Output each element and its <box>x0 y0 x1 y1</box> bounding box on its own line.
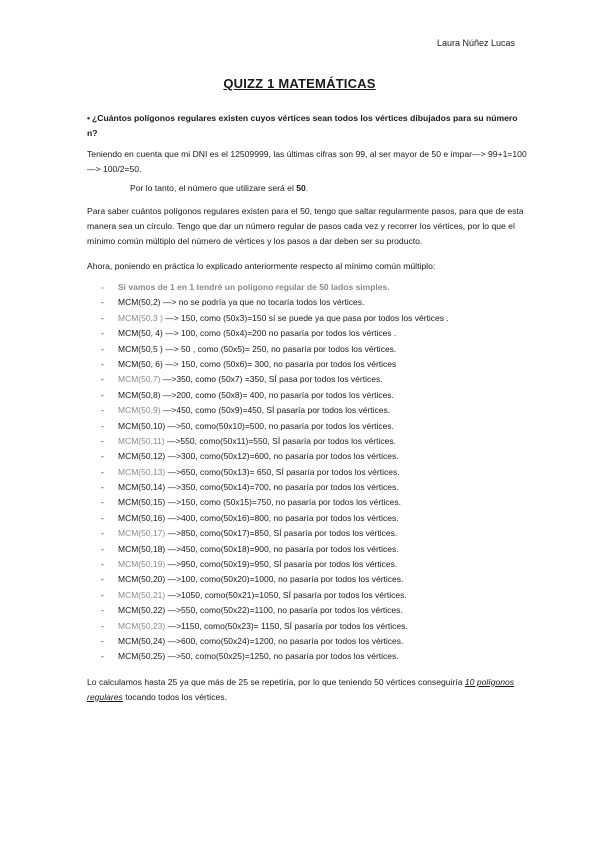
list-item <box>87 403 527 418</box>
list-item-text: —>450, como (50x9)=450, SÍ pasaría por todos los vértices. <box>160 405 391 416</box>
list-item-text: —>550, como(50x11)=550, SÍ pasaría por todos los vértices. <box>164 435 396 446</box>
list-item <box>87 588 527 603</box>
list-item-label: MCM(50,18) <box>118 543 166 554</box>
list-item-label: MCM(50,5 ) <box>118 343 163 354</box>
question-text: ¿Cuántos polígonos regulares existen cuyos vértices sean todos los vértices dibujados para su número n? <box>87 113 518 138</box>
conclusion-result: 10 polígonos regulares <box>87 676 515 702</box>
list-item <box>87 280 527 295</box>
list-dash: - <box>101 297 104 308</box>
list-item-text: —>350, como(50x14)=700, no pasaría por todos los vértices. <box>165 482 399 493</box>
list-dash: - <box>101 358 104 369</box>
list-item <box>87 434 527 449</box>
list-item-label: MCM(50,15) <box>118 497 166 508</box>
paragraph-explanation: Para saber cuántos polígonos regulares existen para el 50, tengo que saltar regularmente pasos, para que de esta manera sea un círculo. Tengo que dar un número regular de pasos cada vez y recorrer los vértices, por lo que el mínimo común múltiplo del número de vértices y los pasos a dar deben ser su producto. <box>87 206 524 246</box>
list-item <box>87 357 527 372</box>
question <box>87 111 527 141</box>
list-item <box>87 495 527 510</box>
paragraph-dni: Teniendo en cuenta que mi DNI es el 12509999, las últimas cifras son 99, al ser mayor de 50 e impar—> 99+1=100 —> 100/2=50. <box>87 149 527 174</box>
number-prefix: Por lo tanto, el número que utilizare será el <box>130 183 297 193</box>
page-title: QUIZZ 1 MATEMÁTICAS <box>223 76 376 91</box>
list-item-label: MCM(50,20) <box>118 574 166 585</box>
list-item-label: MCM(50,13) <box>118 466 166 477</box>
chosen-number: 50 <box>296 183 306 193</box>
list-dash: - <box>101 389 104 400</box>
list-item <box>87 572 527 587</box>
list-item-text: —>1150, como(50x23)= 1150, SÍ pasaría por todos los vértices. <box>165 620 408 631</box>
list-item <box>87 388 527 403</box>
conclusion-prefix: Lo calculamos hasta 25 ya que más de 25 se repetiría, por lo que teniendo 50 vértices conseguiría <box>87 676 465 687</box>
list-item-label: MCM(50, 4) <box>118 328 163 339</box>
list-item-text: —>850, como(50x17)=850, SÍ pasaría por todos los vértices. <box>165 528 398 539</box>
list-item-text: —>100, como(50x20)=1000, no pasaría por todos los vértices. <box>165 574 404 585</box>
list-dash: - <box>101 282 104 292</box>
list-item-label: Si vamos de 1 en 1 tendré un polígono regular de 50 lados simples. <box>118 282 390 292</box>
list-item <box>87 526 527 541</box>
list-item <box>87 511 527 526</box>
list-item-text: —> 150, como (50x3)=150 sí se puede ya que pasa por todos los vértices . <box>162 312 449 323</box>
list-dash: - <box>101 451 104 462</box>
list-item-label: MCM(50,8) <box>118 389 161 400</box>
list-dash: - <box>101 435 104 446</box>
number-suffix: . <box>305 183 309 193</box>
paragraph-intro-list: Ahora, poniendo en práctica lo explicado anteriormente respecto al mínimo común múltiplo: <box>87 261 436 271</box>
list-dash: - <box>101 374 104 385</box>
list-item-text: —>1050, como(50x21)=1050, SÍ pasaría por todos los vértices. <box>165 589 407 600</box>
list-dash: - <box>101 605 104 616</box>
list-item <box>87 295 527 310</box>
list-item-text: —>50, como(50x25)=1250, no pasaría por todos los vértices. <box>165 651 399 662</box>
list-item-label: MCM(50,19) <box>118 559 166 570</box>
list-dash: - <box>101 405 104 416</box>
paragraph-conclusion <box>87 675 527 705</box>
list-dash: - <box>101 343 104 354</box>
list-item <box>87 326 527 341</box>
list-item-text: —>400, como(50x16)=800, no pasaría por todos los vértices. <box>165 512 399 523</box>
list-item-label: MCM(50,21) <box>118 589 166 600</box>
author-name: Laura Núñez Lucas <box>436 38 515 48</box>
list-item-text: —>150, como (50x15)=750, no pasaría por todos los vértices. <box>165 497 402 508</box>
list-item-label: MCM(50,9) <box>118 405 161 416</box>
list-item <box>87 557 527 572</box>
list-item-label: MCM(50, 6) <box>118 358 163 369</box>
list-item <box>87 619 527 634</box>
list-item-label: MCM(50,11) <box>118 435 165 446</box>
list-dash: - <box>101 574 104 585</box>
list-item <box>87 342 527 357</box>
list-item-text: —>300, como(50x12)=600, no pasaría por todos los vértices. <box>165 451 399 462</box>
list-item-text: —>350, como (50x7) =350, SÍ pasa por todos los vértices. <box>160 374 383 385</box>
list-item-label: MCM(50,2) <box>118 297 161 308</box>
list-item <box>87 311 527 326</box>
bullet-icon: • <box>87 113 91 123</box>
list-item-text: —>200, como (50x8)= 400, no pasaría por todos los vértices. <box>160 389 394 400</box>
list-item <box>87 649 527 664</box>
list-item <box>87 603 527 618</box>
list-item-text: —> 50 , como (50x5)= 250, no pasaría por todos los vértices. <box>162 343 397 354</box>
list-dash: - <box>101 528 104 539</box>
list-item <box>87 372 527 387</box>
list-item-text: —>650, como(50x13)= 650, SÍ pasaría por todos los vértices. <box>165 466 400 477</box>
document-body <box>87 111 527 705</box>
conclusion-suffix: tocando todos los vértices. <box>122 691 227 702</box>
list-dash: - <box>101 543 104 554</box>
list-dash: - <box>101 497 104 508</box>
list-dash: - <box>101 312 104 323</box>
list-item-label: MCM(50,25) <box>118 651 166 662</box>
list-item <box>87 419 527 434</box>
list-item <box>87 634 527 649</box>
list-dash: - <box>101 328 104 339</box>
list-dash: - <box>101 635 104 646</box>
list-item-text: —>950, como(50x19)=950, SÍ pasaría por todos los vértices. <box>165 559 398 570</box>
list-item-label: MCM(50,22) <box>118 605 166 616</box>
list-item <box>87 449 527 464</box>
list-dash: - <box>101 620 104 631</box>
list-dash: - <box>101 559 104 570</box>
list-dash: - <box>101 589 104 600</box>
list-item <box>87 480 527 495</box>
list-dash: - <box>101 482 104 493</box>
list-item-text: —>600, como(50x24)=1200, no pasaría por todos los vértices. <box>165 635 404 646</box>
list-item-label: MCM(50,24) <box>118 635 166 646</box>
list-item-text: —> no se podría ya que no tocaría todos los vértices. <box>160 297 365 308</box>
list-item-label: MCM(50,16) <box>118 512 166 523</box>
list-dash: - <box>101 466 104 477</box>
list-dash: - <box>101 420 104 431</box>
list-item <box>87 465 527 480</box>
list-item-label: MCM(50,3 ) <box>118 312 163 323</box>
list-item-label: MCM(50,10) <box>118 420 166 431</box>
list-item-label: MCM(50,17) <box>118 528 166 539</box>
list-item-label: MCM(50,7) <box>118 374 161 385</box>
list-item-text: —> 150, como (50x6)= 300, no pasaría por todos los vértices <box>162 358 397 369</box>
list-item-label: MCM(50,12) <box>118 451 166 462</box>
list-item <box>87 542 527 557</box>
list-dash: - <box>101 651 104 662</box>
paragraph-number <box>87 181 527 196</box>
list-dash: - <box>101 512 104 523</box>
list-item-label: MCM(50,23) <box>118 620 166 631</box>
list-item-text: —>50, como(50x10)=500, no pasaría por todos los vértices. <box>165 420 394 431</box>
mcm-list <box>87 280 527 665</box>
list-item-text: —> 100, como (50x4)=200 no pasaría por todos los vértices . <box>162 328 397 339</box>
list-item-text: —>550, como(50x22)=1100, no pasaría por todos los vértices. <box>165 605 403 616</box>
list-item-text: —>450, como(50x18)=900, no pasaría por todos los vértices. <box>165 543 399 554</box>
list-item-label: MCM(50,14) <box>118 482 166 493</box>
